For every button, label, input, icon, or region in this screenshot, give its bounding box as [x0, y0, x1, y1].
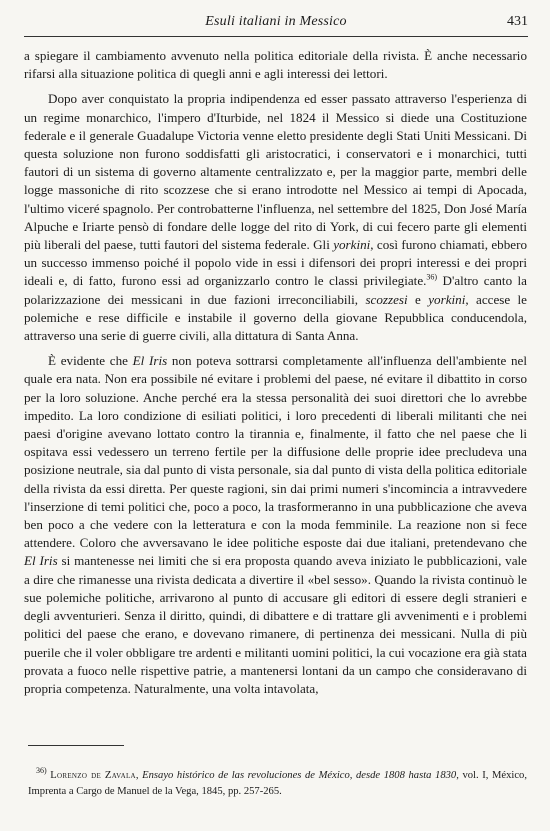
text-run: ,	[135, 770, 143, 781]
italic-text: El Iris	[24, 553, 58, 569]
text-run: D'altro canto la polarizzazione dei messicani in due fazioni irreconciliabili,	[24, 273, 527, 307]
header-rule	[24, 36, 528, 37]
italic-text: Ensayo histórico de las revoluciones de México, desde 1808 hasta 1830	[142, 770, 457, 781]
page-header	[24, 14, 528, 36]
text-run: Dopo aver conquistato la propria indipendenza ed esser passato attraverso l'esperienza di un regime monarchico, l'impero d'Iturbide, nel 1824 il Messico si diede una Costituzione federale e il generale Guadalupe Victoria venne eletto presidente degli Stati Uniti Messicani. Di questa soluzione non furono soddisfatti gli aristocratici, i conservatori e i monarchici, tutti fautori di un sistema di governo altamente centralizzato e, per la maggior parte, membri delle logge massoniche di rito scozzese che si erano introdotte nel Messico ai tempi di Apocada, l'ultimo viceré spagnolo. Per controbatterne l'influenza, nel settembre del 1825, Don José María Alpuche e Iriarte pensò di fondare delle logge del rito di York, di cui fecero parte gli elementi più liberali del paese, tutti fautori del sistema federale. Gli	[24, 91, 527, 253]
italic-text: El Iris	[132, 353, 168, 369]
text-run: non poteva sottrarsi completamente all'influenza dell'ambiente nel quale era nata. Non era possibile né evitare i problemi del paese, né evitare il dibattito in corso per la loro soluzione. Anche perché era la stessa personalità dei suoi direttori che lo avrebbe impedito. La loro condizione di esiliati politici, i loro precedenti di liberali militanti che nei paesi d'origine avevano lottato contro la tirannia e, finalmente, il fatto che nel paese che li ospitava essi vedessero un terreno fertile per la diffusione delle proprie idee precludeva una posizione neutrale, sia dal punto di vista personale, sia dal punto di vista della politica editoriale della rivista da essi diretta. Per queste ragioni, sin dai primi numeri s'incomincia a intravvedere l'inserzione di temi politici che, poco a poco, la trasformeranno in una pubblicazione che aveva ben poco a che vedere con la letteratura e con la moda femminile. La reazione non si fece attendere. Coloro che avversavano le idee politiche esposte dai due italiani, pretendevano che	[24, 353, 528, 551]
paragraph	[24, 90, 527, 345]
text-run: si mantenesse nei limiti che si era proposta quando aveva iniziato le pubblicazioni, vale a dire che rimanesse una rivista dedicata a divertire il «bel sesso». Quando la rivista continuò le sue polemiche politiche, arrivarono al punto di accusare gli editori di essere degli stranieri e degli avventurieri. Senza il diritto, quindi, di dibattere e di trattare gli avvenimenti e i problemi politici del paese che erano, e dovevano rimanere, di pertinenza dei messicani. Nulla di più puerile che il voler obbligare tre ardenti e militanti uomini politici, la cui vocazione era già stata provata a fuoco nelle rispettive patrie, a mantenersi lontani da un campo che consideravano di propria competenza. Naturalmente, una volta intavolata,	[24, 553, 527, 696]
running-head: Esuli italiani in Messico	[205, 14, 347, 29]
text-run: , accese le polemiche e rese difficile e instabile il governo della giovane Repubblica conducendola, attraverso una serie di guerre civili, alla dittatura di Santa Anna.	[24, 291, 527, 344]
footnote	[28, 768, 527, 800]
paragraph	[24, 47, 527, 83]
text-run: , vol. I, México, Imprenta a Cargo de Manuel de la Vega, 1845, pp. 257-265.	[28, 770, 527, 797]
text-run: , così furono chiamati, ebbero un successo immenso poiché il popolo vide in essi i difensori dei propri interessi e dei propri ideali e, di fatto, furono essi ad organizzarlo contro le classi privilegiate.	[24, 237, 527, 289]
text-run: a spiegare il cambiamento avvenuto nella politica editoriale della rivista. È anche necessario rifarsi alla situazione politica di quegli anni e agli interessi dei lettori.	[24, 48, 527, 82]
italic-text: scozzesi	[365, 291, 408, 307]
paragraph	[24, 352, 527, 698]
italic-text: yorkini	[428, 291, 466, 307]
page-number: 431	[507, 14, 528, 29]
author-name: Lorenzo de Zavala	[50, 770, 136, 781]
text-run: È evidente che	[48, 353, 133, 369]
footnote-reference: 36)	[426, 273, 438, 283]
body-text	[24, 47, 527, 698]
text-run: e	[407, 291, 429, 307]
footnote-number: 36)	[36, 766, 47, 776]
italic-text: yorkini	[333, 237, 371, 253]
footnote-separator	[28, 745, 124, 746]
